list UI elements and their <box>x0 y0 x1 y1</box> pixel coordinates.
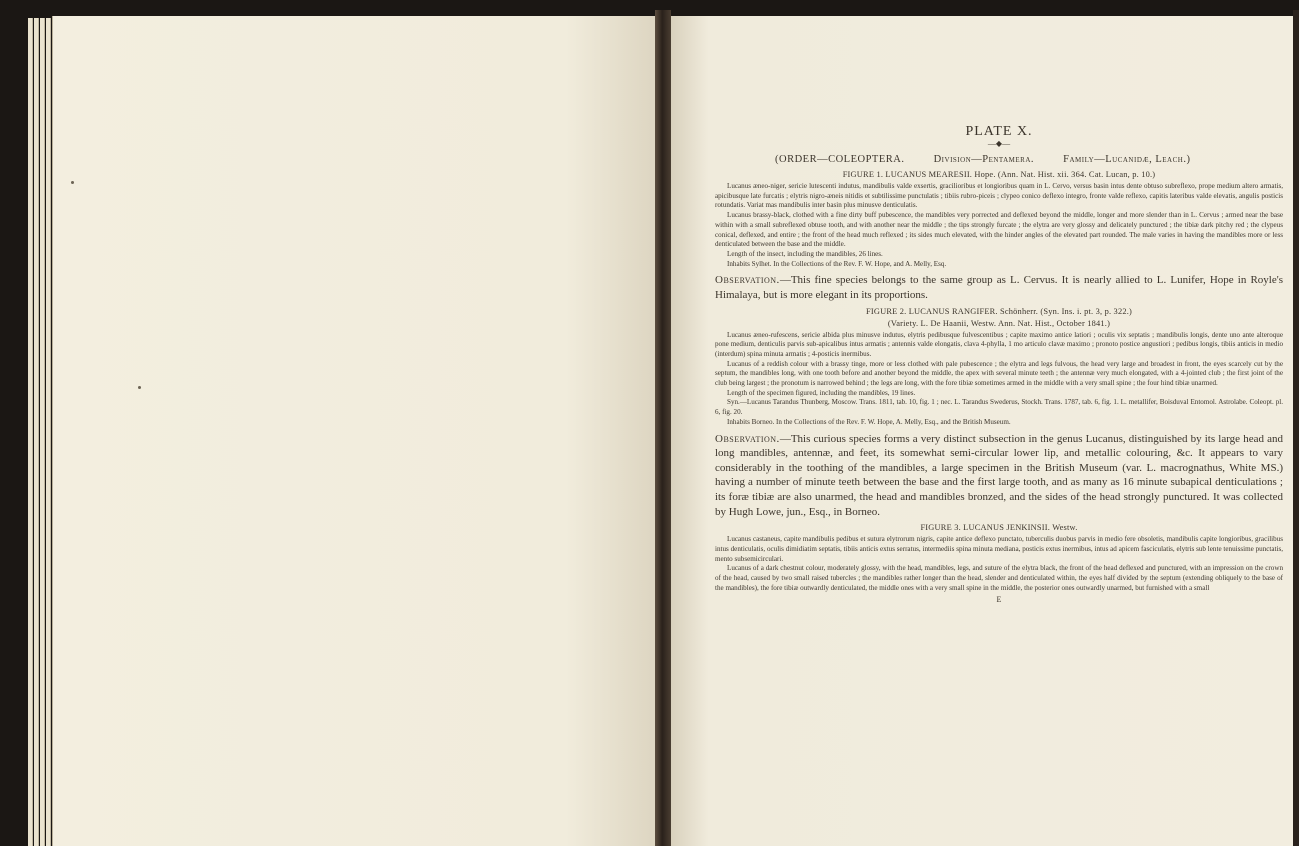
book-spread <box>22 10 1299 846</box>
observation1 <box>715 273 1283 302</box>
figure2-habitat: Inhabits Borneo. In the Collections of the Rev. F. W. Hope, A. Melly, Esq., and the British Museum. <box>727 417 1011 426</box>
paper-speck <box>71 181 74 184</box>
order-label: (ORDER—COLEOPTERA. <box>775 154 905 165</box>
figure1-latin: Lucanus æneo-niger, sericie lutescenti indutus, mandibulis valde exsertis, gracilioribus et longioribus quam in L. Cervo, versus basin intus dente obtuso subreflexo, prope medium altero armatis, apicibusque late furcatis ; elytris nigro-æneis nitidis et subtilissime punctulatis ; tibiis rubro-piceis ; clypeo conico deflexo integro, fronte valde reflexo, capitis lateribus valde elevatis, angulis posticis rotundatis. Variat mas mandibulis inter basin plus minusve denticulatis. <box>715 182 1283 210</box>
figure2-length: Length of the specimen figured, including the mandibles, 19 lines. <box>727 388 916 397</box>
book-gutter <box>655 10 671 846</box>
figure1-heading: FIGURE 1. LUCANUS MEARESII. Hope. (Ann. Nat. Hist. xii. 364. Cat. Lucan, p. 10.) <box>842 170 1156 179</box>
paper-speck <box>138 386 141 389</box>
observation1-text: —This fine species belongs to the same group as L. Cervus. It is nearly allied to L. Lunifer, Hope in Royle's Himalaya, but is more elegant in its proportions. <box>715 274 1283 301</box>
observation-label: Observation. <box>715 432 780 445</box>
observation2-text: —This curious species forms a very distinct subsection in the genus Lucanus, distinguished by its large head and long mandibles, antennæ, and feet, its somewhat semi-circular lower lip, and metallic colouring, &c. It appears to vary considerably in the toothing of the mandibles, a large specimen in the British Museum (var. L. macrognathus, White MS.) having a number of minute teeth between the base and the first large tooth, and as many as 16 minute subapical denticulations ; its foræ tibiæ are also unarmed, the head and mandibles bronzed, and the sides of the head strongly punctured. It was collected by Hugh Lowe, jun., Esq., in Borneo. <box>715 432 1283 518</box>
figure2-latin: Lucanus æneo-rufescens, sericie albida plus minusve indutus, elytris pedibusque fulvescentibus ; capite maximo antice latiori ; oculis vix septatis ; mandibulis longis, dente uno ante alteroque pone medium, denticulis parvis sub-apicalibus intus armatis ; antennis valde elongatis, clava 4-phylla, 1 mo articulo clavæ maximo ; pronoto postice angustiori ; pedibus longis, tibiis anticis in medio (interdum) spina minuta armatis ; 4-posticis inermibus. <box>715 330 1283 358</box>
page-edge <box>34 18 39 846</box>
figure3-heading: FIGURE 3. LUCANUS JENKINSII. Westw. <box>920 523 1078 533</box>
figure2-english: Lucanus of a reddish colour with a brassy tinge, more or less clothed with pale pubescence ; the elytra and legs fulvous, the head very large and broadest in front, the eyes scarcely cut by the septum, the mandibles long, with one tooth before and another beyond the middle, the apex with several minute teeth ; the antennæ very much elongated, with a 4-jointed club ; the first joint of the club being largest ; the pronotum is narrowed behind ; the legs are long, with the fore tibiæ sometimes armed in the middle with a very small spine ; the four hind tibiæ unarmed. <box>715 359 1283 388</box>
signature-mark: E <box>996 595 1002 605</box>
family-label: Family—Lucanidæ, Leach.) <box>1063 154 1191 165</box>
ornament: —◆— <box>987 139 1011 148</box>
page-edge <box>46 18 51 846</box>
page-edge <box>28 18 33 846</box>
observation2 <box>715 432 1283 520</box>
plate-title: PLATE X. <box>965 124 1033 139</box>
figure3-english: Lucanus of a dark chestnut colour, moderately glossy, with the head, mandibles, legs, and suture of the elytra black, the front of the head deflexed and punctured, with an impression on the crown of the head, caused by two small raised tubercles ; the mandibles rather longer than the head, slender and denticulated within, the eyes half divided by the septum (extending obliquely to the base of the mandibles), the fore tibiæ outwardly denticulated, the middle ones with a very small spine in the middle, the posterior ones outwardly unarmed, but furnished with a small <box>715 564 1283 592</box>
page-edge-right <box>1293 10 1299 846</box>
right-page <box>671 16 1299 846</box>
left-page-blank <box>52 16 656 846</box>
page-text <box>715 124 1283 604</box>
observation-label: Observation. <box>715 274 780 287</box>
classification-line <box>715 154 1283 165</box>
division-label: Division—Pentamera. <box>933 154 1035 165</box>
page-edge <box>40 18 45 846</box>
figure1-habitat: Inhabits Sylhet. In the Collections of the Rev. F. W. Hope, and A. Melly, Esq. <box>727 259 947 268</box>
figure2-heading: FIGURE 2. LUCANUS RANGIFER. Schönherr. (Syn. Ins. i. pt. 3, p. 322.) <box>865 306 1132 316</box>
figure2-variety: (Variety. L. De Haanii, Westw. Ann. Nat. Hist., October 1841.) <box>887 318 1111 328</box>
figure1-english: Lucanus brassy-black, clothed with a fine dirty buff pubescence, the mandibles very porrected and deflexed beyond the middle, longer and more slender than in L. Cervus ; armed near the base within with a small subreflexed obtuse tooth, and with another near the middle ; the tips strongly furcate ; the elytra are very glossy and delicately punctured ; the tibiæ dark pitchy red ; the clypeus conical, deflexed, and entire ; the front of the head much reflexed ; its sides much elevated, with the hinder angles of the elevated part rounded. The male varies in having the mandibles more or less denticulated between the base and the middle. <box>715 211 1283 249</box>
figure1-length: Length of the insect, including the mandibles, 26 lines. <box>727 249 883 258</box>
figure3-latin: Lucanus castaneus, capite mandibulis pedibus et sutura elytrorum nigris, capite antice deflexo punctato, tuberculis duobus parvis in medio fere obsoletis, mandibulis capite longioribus, gracilibus intus denticulatis, oculis dimidiatim septatis, tibiis anticis extus serratus, intermediis spina minuta mediana, posticis extus inermibus, intus ad apicem fasciculatis, elytris sub lente tenuissime punctatis, mento subsemicirculari. <box>715 535 1283 563</box>
figure2-synonymy: Syn.—Lucanus Tarandus Thunberg, Moscow. Trans. 1811, tab. 10, fig. 1 ; nec. L. Tarandus Swederus, Stockh. Trans. 1787, tab. 6, fig. 1. L. metallifer, Boisduval Entomol. Astrolabe. Coleopt. pl. 6, fig. 20. <box>715 398 1283 417</box>
